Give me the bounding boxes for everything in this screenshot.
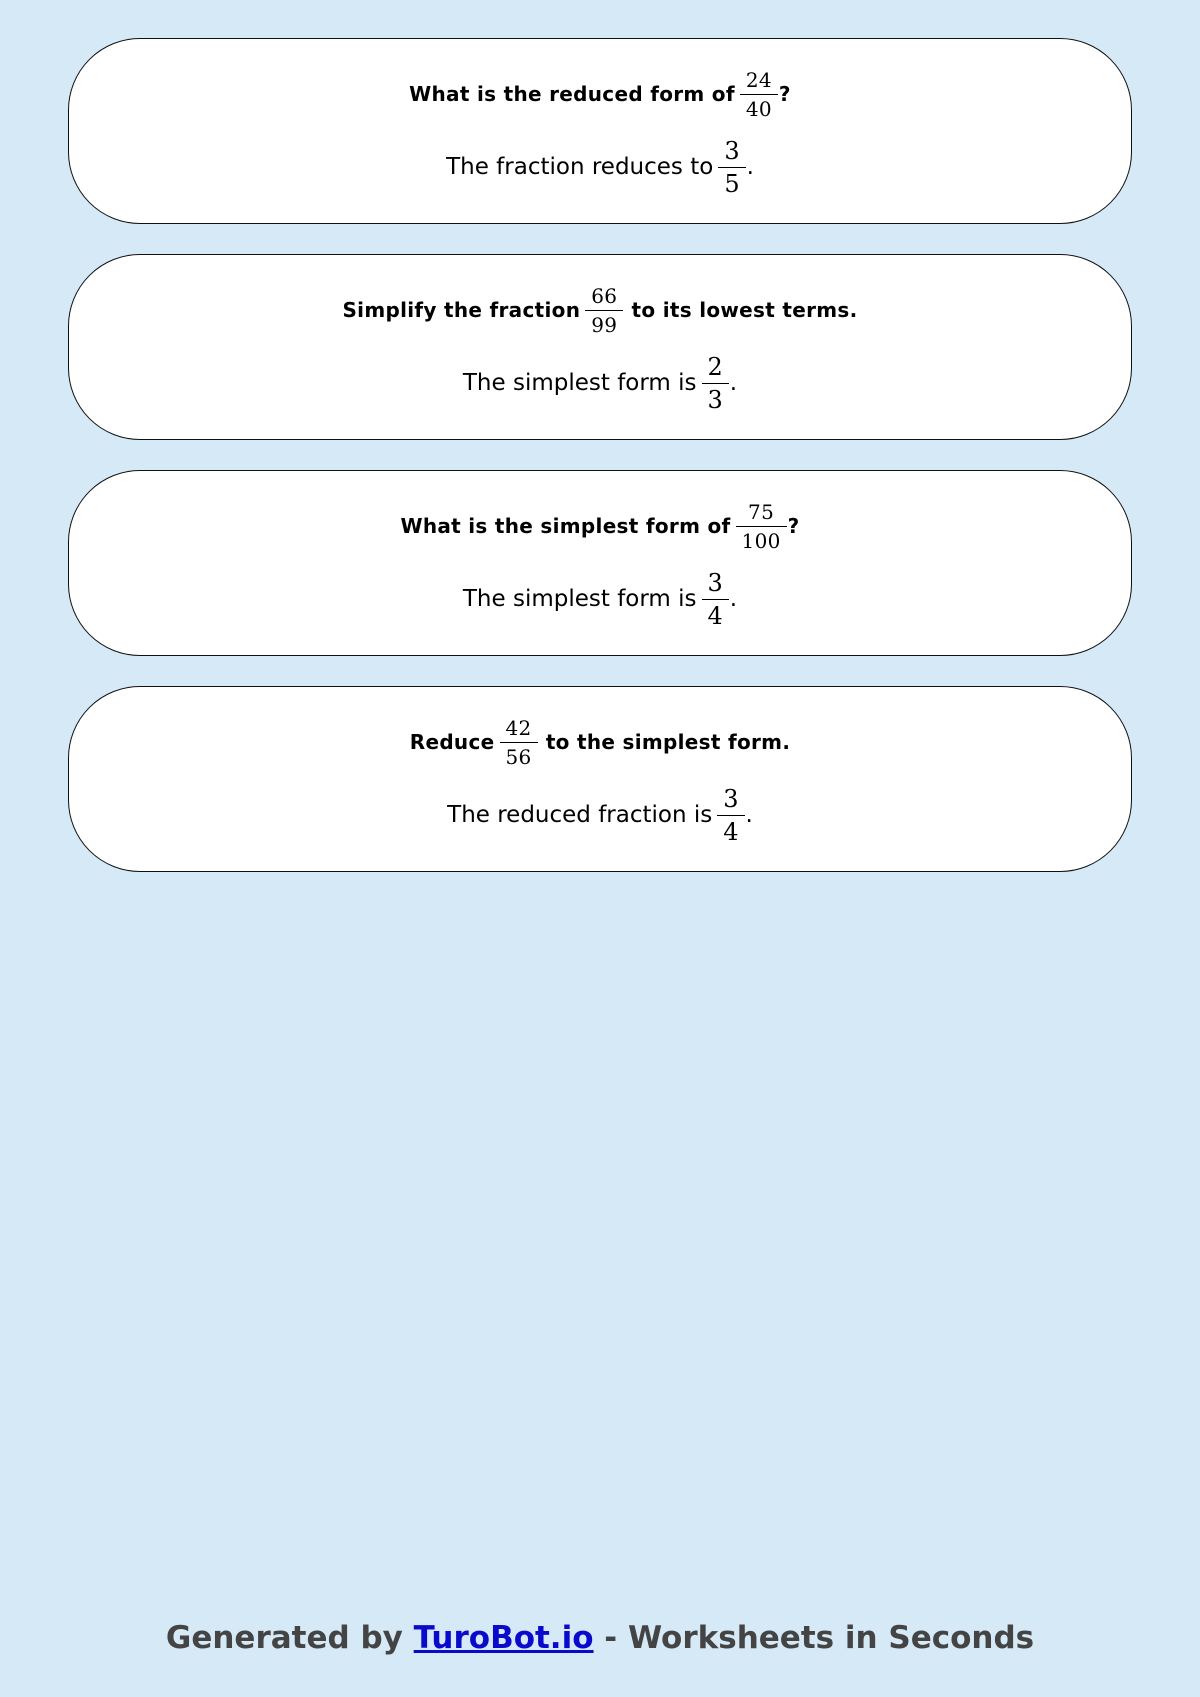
answer-prefix: The fraction reduces to xyxy=(446,154,714,180)
answer-text xyxy=(447,783,753,847)
answer-text xyxy=(463,351,737,415)
turobot-link[interactable]: TuroBot.io xyxy=(413,1620,594,1656)
fraction-numerator: 3 xyxy=(707,568,723,597)
problem-list xyxy=(68,38,1132,902)
answer-suffix: . xyxy=(745,802,753,828)
answer-suffix: . xyxy=(746,154,754,180)
fraction-denominator: 4 xyxy=(717,815,744,844)
question-prefix: Simplify the fraction xyxy=(342,298,581,322)
answer-suffix: . xyxy=(729,370,738,396)
fraction-denominator: 56 xyxy=(500,742,538,767)
footer-suffix: - Worksheets in Seconds xyxy=(593,1620,1035,1656)
question-text xyxy=(409,63,791,125)
problem-card xyxy=(68,38,1132,224)
answer-prefix: The simplest form is xyxy=(462,370,697,396)
question-suffix: ? xyxy=(787,514,800,538)
question-fraction xyxy=(503,715,535,769)
fraction-denominator: 3 xyxy=(702,383,729,412)
answer-prefix: The reduced fraction is xyxy=(447,802,713,828)
question-suffix: to the simplest form. xyxy=(538,730,791,754)
answer-text xyxy=(463,567,737,631)
answer-fraction xyxy=(705,352,726,414)
question-prefix: Reduce xyxy=(409,730,495,754)
answer-suffix: . xyxy=(729,586,738,612)
answer-fraction xyxy=(720,784,741,846)
footer xyxy=(0,1620,1200,1656)
answer-fraction xyxy=(721,136,742,198)
fraction-numerator: 3 xyxy=(723,784,739,813)
problem-card xyxy=(68,686,1132,872)
question-text xyxy=(400,495,799,557)
answer-prefix: The simplest form is xyxy=(462,586,697,612)
problem-card xyxy=(68,470,1132,656)
question-prefix: What is the reduced form of xyxy=(409,82,735,106)
fraction-numerator: 42 xyxy=(505,715,532,740)
problem-card xyxy=(68,254,1132,440)
question-text xyxy=(342,279,857,341)
fraction-denominator: 99 xyxy=(585,310,623,335)
question-prefix: What is the simplest form of xyxy=(400,514,731,538)
answer-fraction xyxy=(705,568,726,630)
answer-text xyxy=(446,135,754,199)
fraction-numerator: 3 xyxy=(724,136,740,165)
fraction-numerator: 66 xyxy=(591,283,618,308)
fraction-numerator: 2 xyxy=(707,352,723,381)
fraction-denominator: 100 xyxy=(736,526,787,551)
question-suffix: ? xyxy=(778,82,791,106)
fraction-denominator: 40 xyxy=(740,94,778,119)
fraction-denominator: 5 xyxy=(718,167,745,196)
fraction-numerator: 24 xyxy=(745,67,772,92)
footer-prefix: Generated by xyxy=(165,1620,414,1656)
fraction-denominator: 4 xyxy=(702,599,729,628)
fraction-numerator: 75 xyxy=(748,499,775,524)
question-fraction xyxy=(739,499,784,553)
question-fraction xyxy=(588,283,620,337)
question-suffix: to its lowest terms. xyxy=(624,298,858,322)
question-fraction xyxy=(743,67,775,121)
question-text xyxy=(410,711,790,773)
